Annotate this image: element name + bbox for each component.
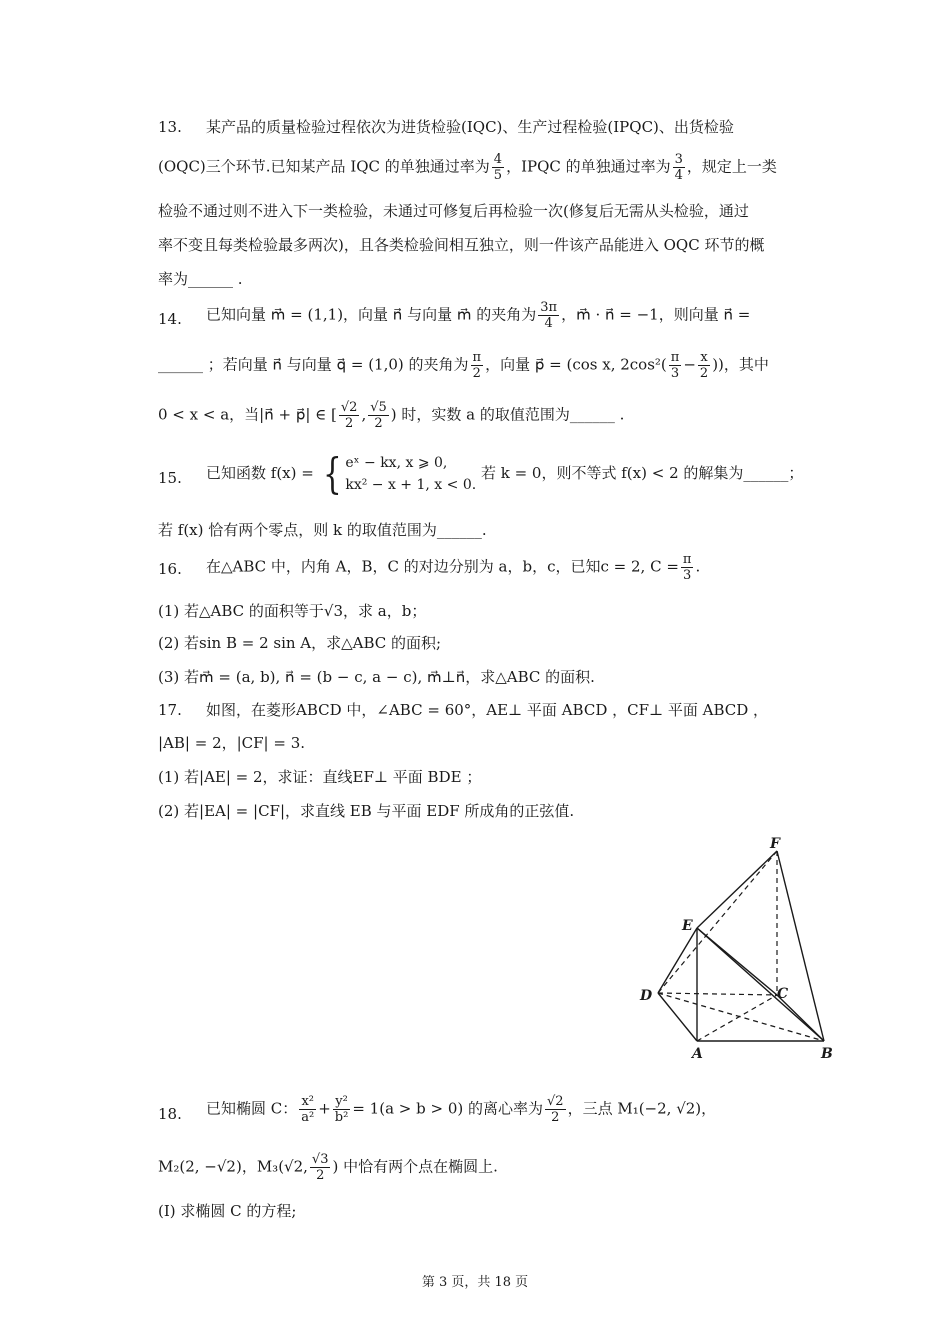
q18-line1-text-b: = 1(a > b > 0) 的离心率为 [352,1099,543,1118]
q18-fraction-sqrt2-2: $\frac{√2}{2}$ [547,1094,564,1125]
q18-fraction-x2-a2: $\frac{\text{x²}}{\text{a²}}$ [301,1094,315,1125]
q14-line3 [158,400,624,431]
q14-line3-text-a: 0 < x < a，当|n⃗ + p⃗| ∈ [ [158,405,337,424]
q14-line1 [206,300,750,331]
q15-number: 15. [158,469,182,487]
q13-line2-text-b: ，IPQC 的单独通过率为 [506,157,671,176]
q14-line2-text-a: ______ ；若向量 n⃗ 与向量 q⃗ = (1,0) 的夹角为 [158,355,469,374]
label-F: F [770,836,780,852]
q13-fraction-3-4: $\frac{3}{4}$ [674,152,683,183]
page-footer: 第 3 页，共 18 页 [421,1275,529,1290]
edge-ED [658,928,697,993]
q17-geometry-figure [630,830,850,1070]
q13-line2-text-c: ，规定上一类 [686,157,777,176]
q15-brace: { [322,449,342,498]
edge-DC-hidden [658,993,777,995]
edge-EC [697,928,777,995]
q18-line2-text-b: ) 中恰有两个点在椭圆上. [332,1157,498,1176]
q16-part1: (1) 若△ABC 的面积等于√3，求 a，b； [158,602,427,620]
q18-plus: + [318,1099,331,1118]
q13-line4: 率不变且每类检验最多两次)，且各类检验间相互独立，则一件该产品能进入 OQC 环节的概 [158,236,765,254]
q16-line1 [206,552,700,583]
q14-fraction-3pi-4: $\frac{3\pi}{4}$ [540,300,558,331]
q14-line2-text-d: ))，其中 [712,355,769,374]
q15-func-label: 已知函数 f(x) = [206,464,314,482]
q14-line2 [158,350,769,381]
edge-AC-hidden [697,995,777,1041]
q16-part2: (2) 若sin B = 2 sin A，求△ABC 的面积; [158,634,442,652]
q18-fraction-sqrt3-2: $\frac{√3}{2}$ [311,1152,329,1183]
edge-FB [777,851,824,1041]
q16-number: 16. [158,560,182,578]
q17-line1: 如图，在菱形ABCD 中，∠ABC = 60°，AE⊥ 平面 ABCD ，CF⊥ 平面 ABCD ， [206,701,769,719]
edge-DA [658,993,697,1041]
edge-FD-hidden [658,851,777,993]
q17-number: 17. [158,701,182,719]
q14-line3-text-c: ) 时，实数 a 的取值范围为______ . [390,405,625,424]
q16-line1-text-a: 在△ABC 中，内角 A，B，C 的对边分别为 a，b，c，已知c = 2, C = [206,557,679,576]
q14-fraction-sqrt2-2: $\frac{√2}{2}$ [340,400,358,431]
label-D: D [640,988,653,1004]
q13-line3: 检验不通过则不进入下一类检验，未通过可修复后再检验一次(修复后无需从头检验，通过 [158,202,749,220]
q14-fraction-sqrt5-2: $\frac{√5}{2}$ [370,400,387,431]
q15-cases [345,452,476,496]
q16-part3: (3) 若m⃗ = (a, b), n⃗ = (b − c, a − c), m⃗⊥n⃗，求△ABC 的面积. [158,668,595,686]
q14-line3-comma: , [361,405,367,424]
q14-number: 14. [158,310,182,328]
q14-fraction-pi-2: $\frac{\pi}{2}$ [472,350,482,381]
label-B: B [821,1046,833,1062]
q18-line2 [158,1152,498,1183]
q15-case2: kx² − x + 1, x < 0. [345,477,477,493]
q18-fraction-y2-b2: $\frac{\text{y²}}{\text{b²}}$ [334,1094,349,1125]
edge-EB [697,928,824,1041]
label-C: C [777,986,789,1002]
q13-line2 [158,152,777,183]
q15-line2: 若 f(x) 恰有两个零点，则 k 的取值范围为______. [158,521,487,539]
q18-number: 18. [158,1105,182,1123]
q14-line2-text-b: ，向量 p⃗ = (cos x, 2cos²( [485,355,667,374]
q13-line1: 某产品的质量检验过程依次为进货检验(IQC)、生产过程检验(IPQC)、出货检验 [206,118,734,136]
q13-line2-text-a: (OQC)三个环节.已知某产品 IQC 的单独通过率为 [158,157,490,176]
q13-line5: 率为______ . [158,270,243,288]
q14-line1-text-b: ，m⃗ · n⃗ = −1，则向量 n⃗ = [561,305,751,324]
q14-fraction-x-2: $\frac{x}{2}$ [699,350,709,381]
label-E: E [682,918,693,934]
edge-FE [697,851,777,928]
q14-fraction-pi-3: $\frac{\pi}{3}$ [670,350,680,381]
q18-line1 [206,1094,716,1125]
q15-line1-text-b: 若 k = 0，则不等式 f(x) < 2 的解集为______； [480,464,804,482]
q14-line2-minus: − [683,355,696,374]
q18-part1: (Ⅰ) 求椭圆 C 的方程; [158,1202,297,1220]
q18-line1-text-c: ，三点 M₁(−2, √2)， [567,1099,717,1118]
q15-line1 [206,449,804,498]
q18-line2-text-a: M₂(2, −√2)，M₃(√2, [158,1157,308,1176]
q15-case1: eˣ − kx, x ⩾ 0, [345,455,448,471]
q17-part1: (1) 若|AE| = 2，求证：直线EF⊥ 平面 BDE ； [158,768,482,786]
q16-line1-period: . [695,557,701,576]
q16-fraction-pi-3: $\frac{\pi}{3}$ [682,552,692,583]
q17-line2: |AB| = 2，|CF| = 3. [158,734,306,752]
q13-fraction-4-5: $\frac{4}{5}$ [493,152,503,183]
q13-number: 13. [158,118,182,136]
q14-line1-text-a: 已知向量 m⃗ = (1,1)，向量 n⃗ 与向量 m⃗ 的夹角为 [206,305,537,324]
label-A: A [692,1046,703,1062]
q17-part2: (2) 若|EA| = |CF|，求直线 EB 与平面 EDF 所成角的正弦值. [158,802,575,820]
q18-line1-text-a: 已知椭圆 C： [206,1099,298,1118]
